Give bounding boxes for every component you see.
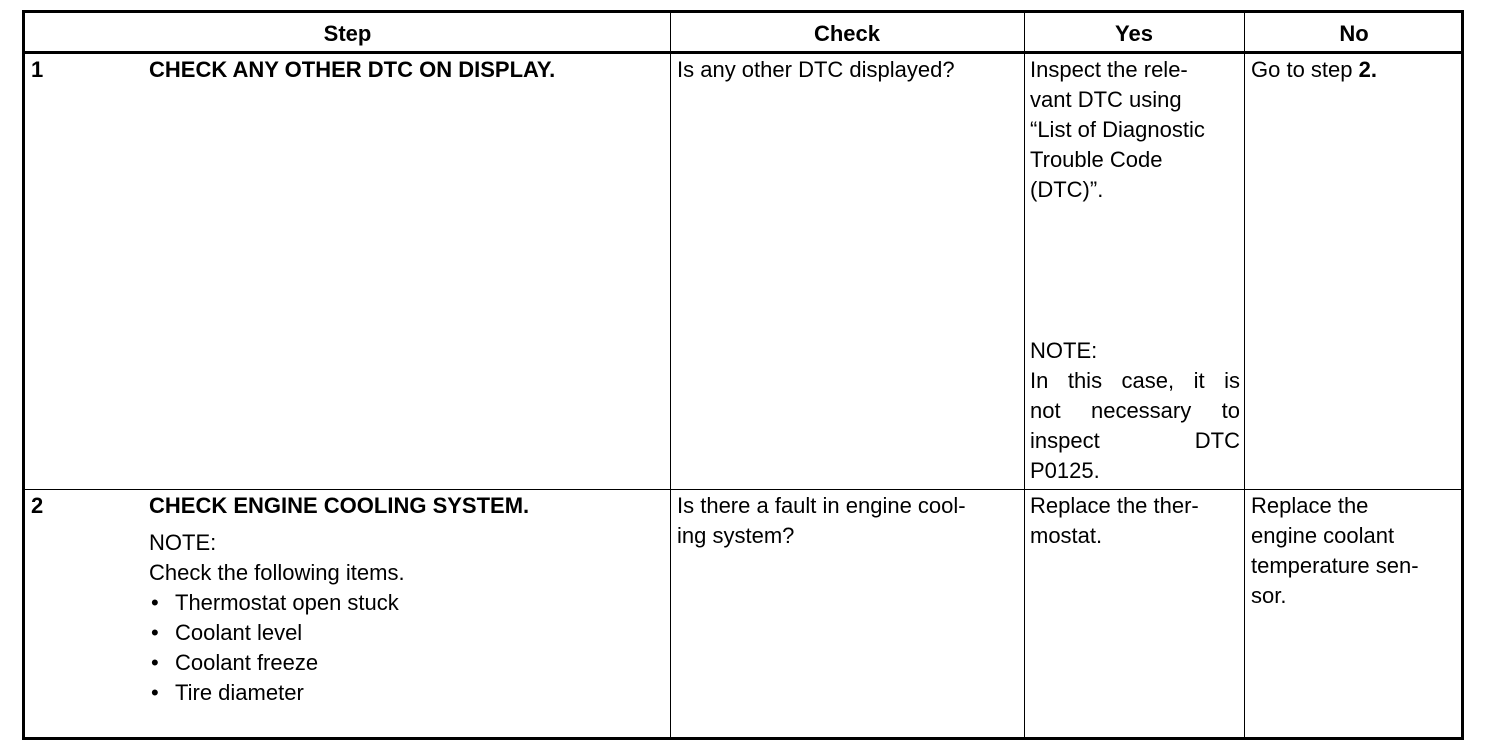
note-line: inspect DTC [1030, 428, 1240, 453]
step-note [149, 528, 649, 708]
yes-line: vant DTC using [1030, 87, 1182, 112]
yes-line: Inspect the rele- [1030, 57, 1188, 82]
list-item: • Coolant level [149, 618, 649, 648]
yes-line: Trouble Code [1030, 147, 1163, 172]
note-items [149, 588, 649, 708]
step-number: 2 [31, 493, 44, 518]
row-divider [25, 489, 1461, 490]
step-number: 1 [31, 57, 44, 82]
note-label: NOTE: [149, 530, 217, 555]
note-label: NOTE: [1030, 338, 1098, 363]
header-check: Check [813, 21, 881, 46]
column-divider [1024, 13, 1025, 737]
no-action [1251, 55, 1461, 85]
check-question [677, 491, 1022, 551]
step-title: CHECK ANY OTHER DTC ON DISPLAY. [149, 57, 556, 82]
yes-line: “List of Diagnostic [1030, 117, 1205, 142]
note-intro: Check the following items. [149, 560, 405, 585]
check-line: ing system? [677, 523, 795, 548]
header-step: Step [323, 21, 372, 46]
column-divider [670, 13, 671, 737]
no-prefix: Go to step [1251, 57, 1359, 82]
header-no: No [1339, 21, 1369, 46]
list-item: • Coolant freeze [149, 648, 649, 678]
no-line: Replace the [1251, 493, 1369, 518]
note-line: not necessary to [1030, 398, 1240, 423]
diagnostic-table [22, 10, 1464, 740]
step-title: CHECK ENGINE COOLING SYSTEM. [149, 493, 530, 518]
no-line: sor. [1251, 583, 1287, 608]
no-line: temperature sen- [1251, 553, 1419, 578]
note-line: P0125. [1030, 458, 1100, 483]
note-line: In this case, it is [1030, 368, 1240, 393]
column-divider [1244, 13, 1245, 737]
header-yes: Yes [1115, 21, 1153, 46]
yes-action [1030, 55, 1240, 205]
no-line: engine coolant [1251, 523, 1395, 548]
yes-line: Replace the ther- [1030, 493, 1199, 518]
yes-note [1030, 336, 1240, 486]
check-line: Is there a fault in engine cool- [677, 493, 966, 518]
yes-action [1030, 491, 1240, 551]
no-action [1251, 491, 1461, 611]
yes-line: (DTC)”. [1030, 177, 1104, 202]
list-item: • Thermostat open stuck [149, 588, 649, 618]
check-question: Is any other DTC displayed? [677, 57, 955, 82]
no-step-ref: 2. [1358, 57, 1377, 82]
list-item: • Tire diameter [149, 678, 649, 708]
yes-line: mostat. [1030, 523, 1103, 548]
